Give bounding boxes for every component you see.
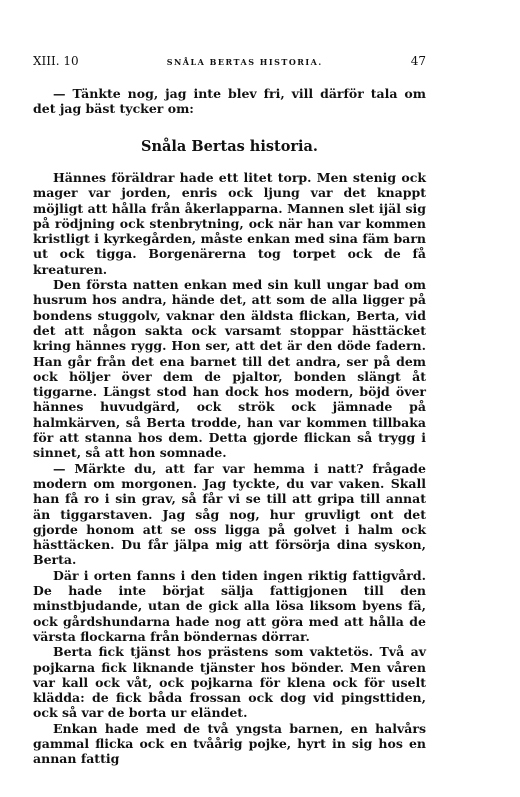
running-title: SNÅLA BERTAS HISTORIA. xyxy=(166,57,323,67)
paragraph: Där i orten fanns i den tiden ingen riktig fattigvård. De hade inte börjat sälja fattigjonen till den minstbjudande, utan de gick alla lösa liksom byens fä, ock gårdshundarna hade nog att göra med att hålla de värsta flockarna från böndernas dörrar. xyxy=(33,567,426,644)
story-title: Snåla Bertas historia. xyxy=(141,138,318,155)
book-page xyxy=(33,54,426,767)
page-header xyxy=(33,54,426,76)
paragraph: Enkan hade med de två yngsta barnen, en halvårs gammal flicka ock en tvåårig pojke, hyrt in sig hos en annan fattig xyxy=(33,720,426,767)
story-body xyxy=(33,170,426,767)
paragraph: Berta fick tjänst hos prästens som vaktetös. Två av pojkarna fick liknande tjänster hos bönder. Men våren var kall ock våt, ock pojkarna för klena ock för uselt klädda: de fick båda frossan ock dog vid pingsttiden, ock så var de borta ur eländet. xyxy=(33,644,426,721)
page-number: 47 xyxy=(410,54,426,68)
paragraph: Den första natten enkan med sin kull ungar bad om husrum hos andra, hände det, att som de alla ligger på bondens stuggolv, vaknar den äldsta flickan, Berta, vid det att någon sakta ock varsamt stoppar hästtäcket kring hännes rygg. Hon ser, att det är den döde fadern. Han går från det ena barnet till det andra, ser på dem ock höljer över dem de pjaltor, bonden slängt åt tiggarne. Längst stod han dock hos modern, böjd över hännes huvudgärd, ock strök ock jämnade på halmkärven, så Berta trodde, han var kommen tillbaka för att stanna hos dem. Detta gjorde flickan så trygg i sinnet, så att hon somnade. xyxy=(33,277,426,461)
intro-paragraph: — Tänkte nog, jag inte blev fri, vill därför tala om det jag bäst tycker om: xyxy=(33,86,426,116)
paragraph: Hännes föräldrar hade ett litet torp. Men stenig ock mager var jorden, enris ock ljung var det knappt möjligt att hålla från åkerlapparna. Mannen slet ijäl sig på rödjning ock stenbrytning, ock när han var kommen kristligt i kyrkegården, måste enkan med sina fäm barn ut ock tigga. Borgenärerna tog torpet ock de få kreaturen. xyxy=(33,170,426,277)
chapter-marker: XIII. 10 xyxy=(33,54,79,68)
paragraph: — Märkte du, att far var hemma i natt? frågade modern om morgonen. Jag tyckte, du var vaken. Skall han få ro i sin grav, så får vi se till att gripa till annat än tiggarstaven. Jag såg nog, hur gruvligt ont det gjorde honom att se oss ligga på golvet i halm ock hästtäcken. Du får jälpa mig att försörja dina syskon, Berta. xyxy=(33,460,426,568)
